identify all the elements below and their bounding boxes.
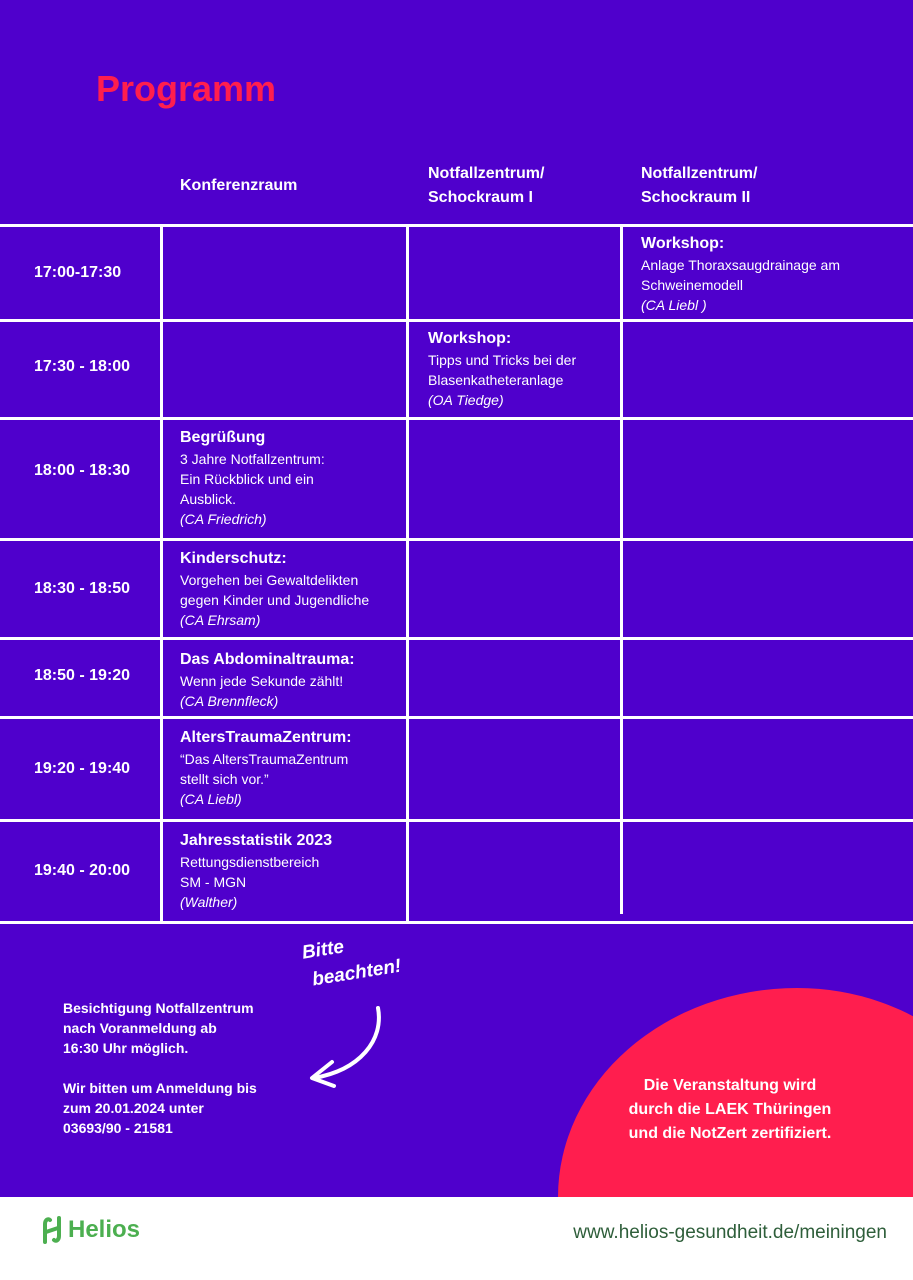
page-title: Programm bbox=[96, 68, 277, 109]
certification-text: Die Veranstaltung wird durch die LAEK Thüringen und die NotZert zertifiziert. bbox=[628, 1077, 832, 1142]
time-slot: 19:40 - 20:00 bbox=[34, 862, 131, 879]
session-description: Anlage Thoraxsaugdrainage am Schweinemodell bbox=[641, 257, 840, 293]
grid-line bbox=[0, 319, 913, 322]
column-header-schockraum-1: Notfallzentrum/ Schockraum I bbox=[428, 165, 545, 206]
callout-line: beachten! bbox=[310, 955, 403, 991]
session-cell bbox=[428, 328, 618, 410]
time-slot: 18:00 - 18:30 bbox=[34, 462, 131, 479]
grid-line bbox=[0, 637, 913, 640]
session-description: Tipps und Tricks bei der Blasenkatheteranlage bbox=[428, 352, 577, 388]
time-slot: 18:50 - 19:20 bbox=[34, 667, 131, 684]
session-cell bbox=[641, 233, 906, 315]
grid-line bbox=[0, 819, 913, 822]
session-speaker: (CA Friedrich) bbox=[180, 511, 267, 527]
session-speaker: (CA Liebl ) bbox=[641, 297, 707, 313]
session-speaker: (CA Ehrsam) bbox=[180, 612, 261, 628]
time-slot: 17:00-17:30 bbox=[34, 264, 122, 281]
session-cell bbox=[180, 727, 420, 809]
session-description: “Das AltersTraumaZentrum stellt sich vor.” bbox=[180, 751, 349, 787]
attention-callout bbox=[300, 925, 403, 995]
helios-logo-icon bbox=[42, 1216, 62, 1244]
session-cell bbox=[180, 649, 420, 711]
grid-line bbox=[160, 224, 163, 923]
grid-line bbox=[0, 538, 913, 541]
session-cell bbox=[180, 830, 420, 912]
grid-line bbox=[0, 921, 913, 924]
session-heading: Workshop: bbox=[428, 330, 512, 347]
column-header-schockraum-2: Notfallzentrum/ Schockraum II bbox=[641, 165, 758, 206]
session-speaker: (CA Brennfleck) bbox=[180, 693, 279, 709]
curved-arrow-icon bbox=[300, 1000, 390, 1090]
session-cell bbox=[180, 548, 420, 630]
session-heading: Jahresstatistik 2023 bbox=[180, 832, 333, 849]
website-url: www.helios-gesundheit.de/meiningen bbox=[573, 1222, 887, 1243]
time-slot: 18:30 - 18:50 bbox=[34, 580, 131, 597]
session-speaker: (CA Liebl) bbox=[180, 791, 242, 807]
session-description: Wenn jede Sekunde zählt! bbox=[180, 673, 344, 689]
session-heading: AltersTraumaZentrum: bbox=[180, 729, 352, 746]
session-description: 3 Jahre Notfallzentrum: Ein Rückblick und ein Ausblick. bbox=[180, 451, 325, 507]
session-speaker: (OA Tiedge) bbox=[428, 392, 504, 408]
session-description: Vorgehen bei Gewaltdelikten gegen Kinder und Jugendliche bbox=[180, 572, 370, 608]
grid-line bbox=[0, 417, 913, 420]
time-slot: 17:30 - 18:00 bbox=[34, 358, 131, 375]
session-description: Rettungsdienstbereich SM - MGN bbox=[180, 854, 320, 890]
session-heading: Begrüßung bbox=[180, 429, 266, 446]
session-heading: Das Abdominaltrauma: bbox=[180, 651, 355, 668]
session-speaker: (Walther) bbox=[180, 894, 238, 910]
session-heading: Workshop: bbox=[641, 235, 725, 252]
callout-line: Bitte bbox=[300, 936, 346, 964]
column-header-konferenzraum: Konferenzraum bbox=[180, 177, 298, 194]
time-slot: 19:20 - 19:40 bbox=[34, 760, 131, 777]
brand-name: Helios bbox=[68, 1216, 141, 1243]
session-cell bbox=[180, 427, 420, 529]
helios-logo bbox=[42, 1216, 140, 1244]
grid-line bbox=[0, 224, 913, 227]
visit-note: Besichtigung Notfallzentrum nach Voranmeldung ab 16:30 Uhr möglich. bbox=[63, 1000, 254, 1056]
session-heading: Kinderschutz: bbox=[180, 550, 287, 567]
grid-line bbox=[620, 224, 623, 914]
registration-note: Wir bitten um Anmeldung bis zum 20.01.2024 unter 03693/90 - 21581 bbox=[63, 1080, 257, 1136]
grid-line bbox=[0, 716, 913, 719]
